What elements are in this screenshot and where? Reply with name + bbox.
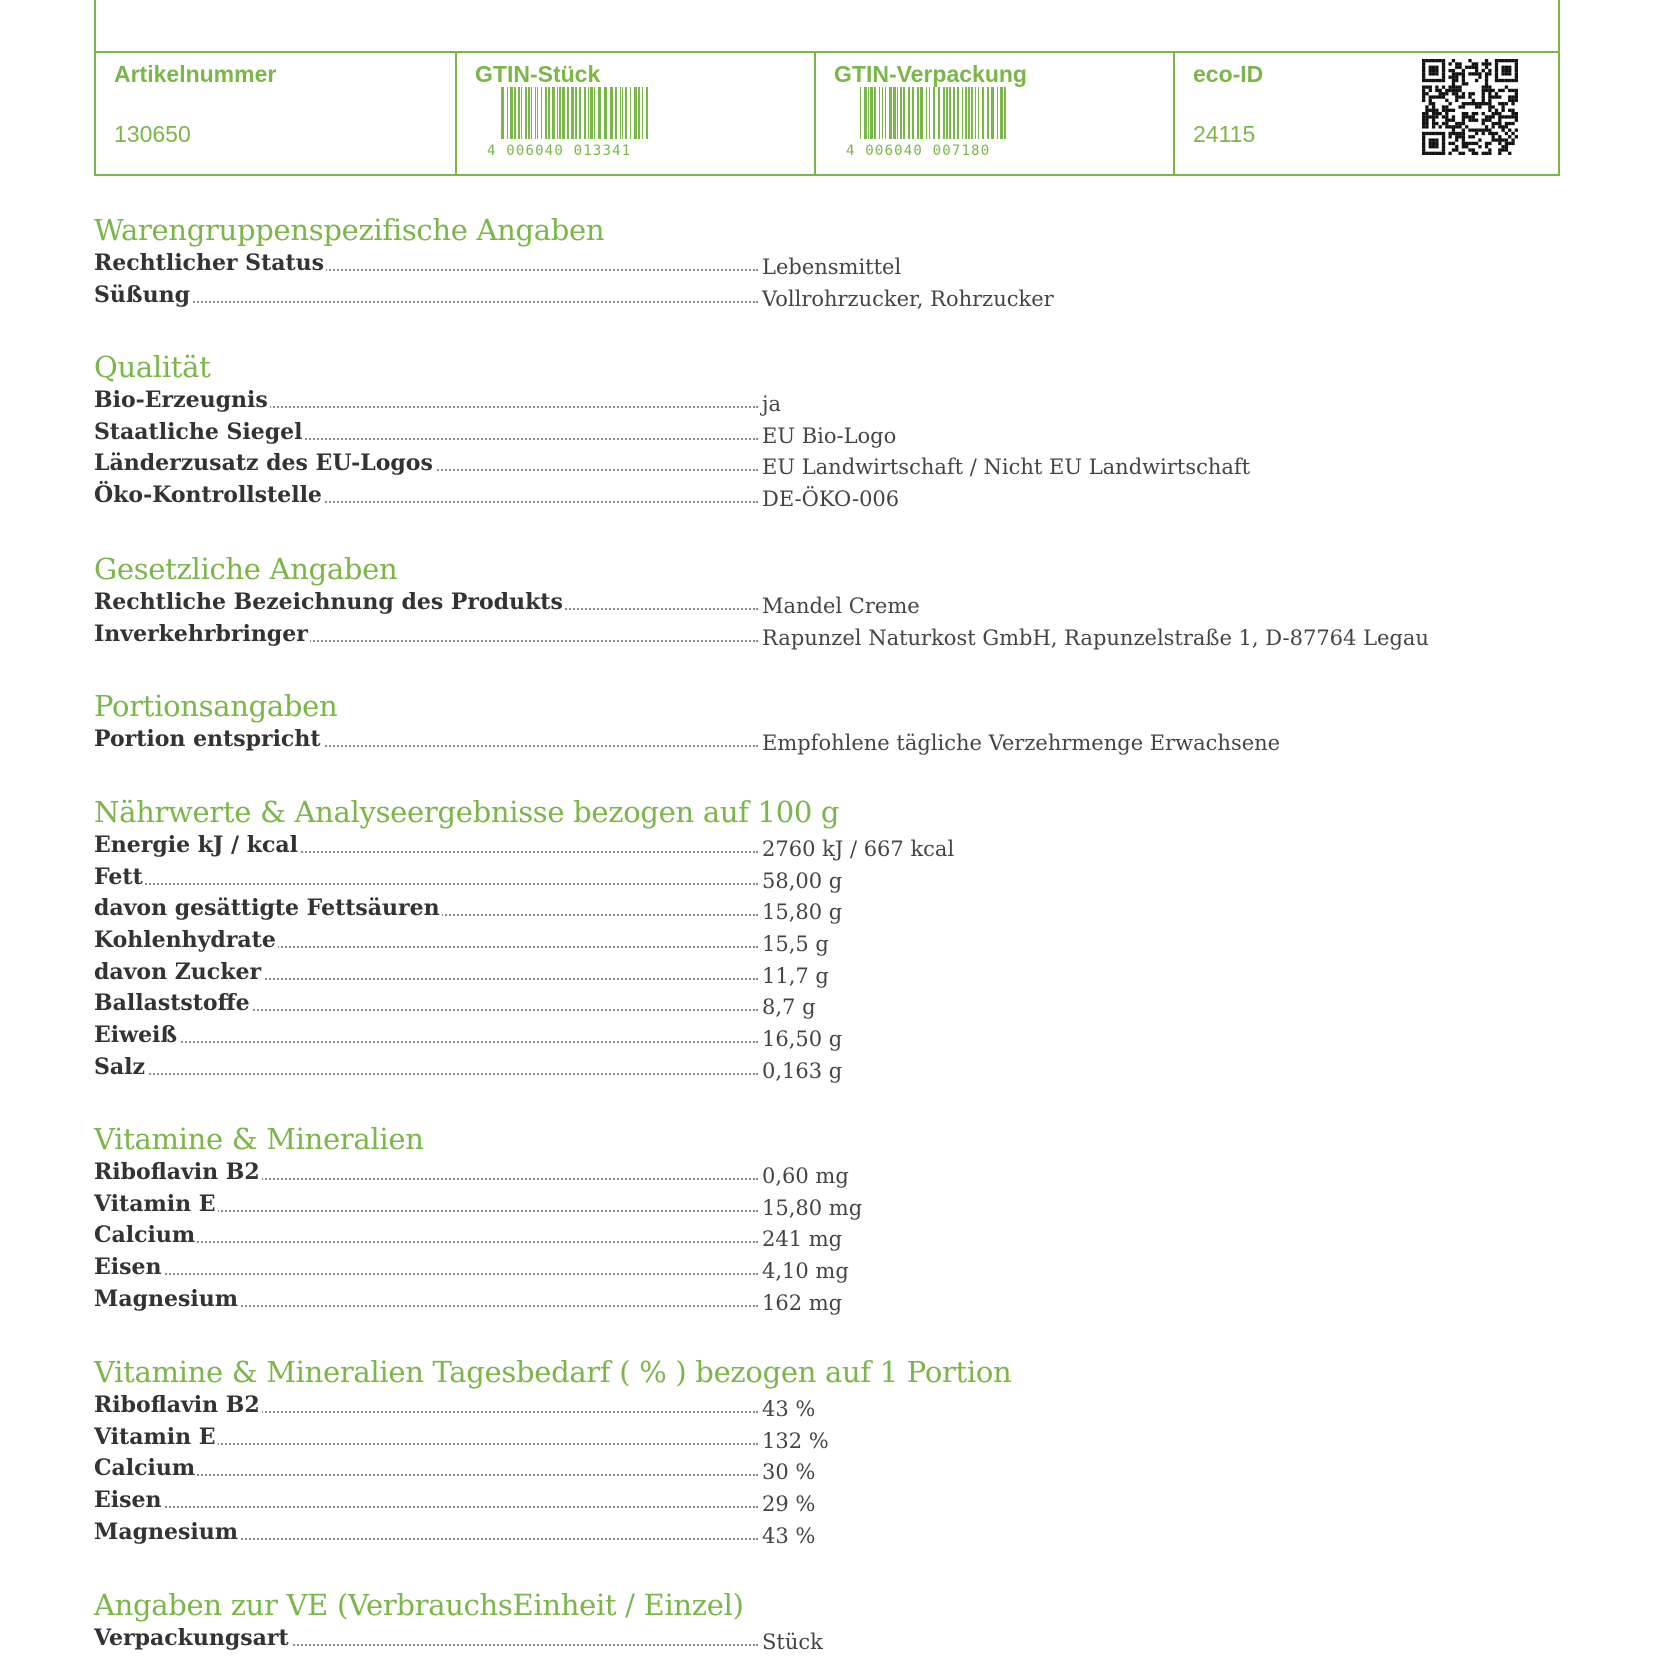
spec-label: Rechtlicher Status	[94, 250, 325, 276]
section-title: Vitamine & Mineralien Tagesbedarf ( % ) bezogen auf 1 Portion	[94, 1355, 1012, 1389]
spec-value: Vollrohrzucker, Rohrzucker	[762, 286, 1054, 311]
spec-label: Staatliche Siegel	[94, 418, 303, 445]
article-number-cell	[96, 53, 455, 174]
spec-label: Öko-Kontrollstelle	[94, 482, 322, 509]
section-title: Vitamine & Mineralien	[94, 1122, 424, 1156]
qr-code-icon	[1422, 59, 1518, 155]
spec-value: 0,163 g	[762, 1058, 843, 1083]
spec-value: Mandel Creme	[762, 594, 920, 618]
spec-row	[94, 1189, 1494, 1221]
spec-label: Fett	[94, 863, 143, 890]
spec-row	[94, 830, 1494, 862]
spec-row	[94, 248, 1494, 280]
spec-value: 15,80 g	[762, 900, 843, 925]
spec-label: Bio-Erzeugnis	[94, 387, 268, 413]
spec-value: 241 mg	[762, 1227, 843, 1252]
spec-row	[94, 988, 1494, 1020]
spec-value: 4,10 mg	[762, 1259, 849, 1284]
spec-value: 132 %	[762, 1428, 829, 1453]
spec-row	[94, 893, 1494, 925]
spec-label: Ballaststoffe	[94, 990, 250, 1017]
spec-row	[94, 724, 1494, 756]
spec-value: EU Landwirtschaft / Nicht EU Landwirtschaft	[762, 455, 1251, 480]
spec-row	[94, 417, 1494, 449]
spec-label: Eisen	[94, 1487, 162, 1514]
spec-label: Riboflavin B2	[94, 1392, 260, 1418]
section-title: Angaben zur VE (VerbrauchsEinheit / Einzel)	[94, 1588, 744, 1622]
spec-label: Eiweiß	[94, 1022, 178, 1049]
spec-row	[94, 619, 1494, 651]
spec-value: 16,50 g	[762, 1027, 843, 1052]
spec-row	[94, 280, 1494, 312]
eco-id-value: 24115	[1193, 121, 1256, 147]
section-quality	[94, 349, 1494, 512]
gtin-piece-barcode	[485, 87, 655, 157]
spec-value: DE-ÖKO-006	[762, 487, 900, 512]
section-title: Nährwerte & Analyseergebnisse bezogen auf 100 g	[94, 795, 840, 829]
section-title: Qualität	[94, 350, 211, 384]
gtin-piece-code: 4 006040 013341	[487, 143, 632, 157]
spec-label: Energie kJ / kcal	[94, 832, 299, 858]
spec-label: davon Zucker	[94, 958, 262, 985]
spec-row	[94, 1020, 1494, 1052]
spec-label: Magnesium	[94, 1285, 238, 1312]
spec-row	[94, 448, 1494, 480]
section-daily-needs	[94, 1354, 1494, 1548]
spec-value: 8,7 g	[762, 995, 816, 1020]
spec-label: Verpackungsart	[94, 1625, 289, 1651]
spec-row	[94, 385, 1494, 417]
spec-row	[94, 1453, 1494, 1485]
spec-label: davon gesättigte Fettsäuren	[94, 895, 440, 922]
spec-value: 43 %	[762, 1397, 816, 1421]
spec-row	[94, 1422, 1494, 1454]
spec-row	[94, 957, 1494, 989]
section-legal	[94, 551, 1494, 650]
spec-value: 162 mg	[762, 1290, 843, 1315]
spec-label: Inverkehrbringer	[94, 620, 308, 647]
gtin-piece-label: GTIN-Stück	[475, 61, 601, 87]
spec-label: Portion entspricht	[94, 726, 321, 752]
spec-label: Eisen	[94, 1254, 162, 1281]
spec-value: 11,7 g	[762, 963, 829, 988]
spec-value: Rapunzel Naturkost GmbH, Rapunzelstraße 1, D-87764 Legau	[762, 625, 1429, 650]
spec-row	[94, 925, 1494, 957]
spec-row	[94, 480, 1494, 512]
spec-value: 30 %	[762, 1460, 816, 1485]
section-title: Gesetzliche Angaben	[94, 552, 398, 586]
article-number-value: 130650	[114, 121, 191, 147]
section-title: Portionsangaben	[94, 689, 338, 723]
spec-value: 15,80 mg	[762, 1195, 863, 1220]
spec-label: Calcium	[94, 1222, 196, 1249]
spec-value: 2760 kJ / 667 kcal	[762, 837, 955, 861]
section-packaging-unit	[94, 1587, 1494, 1655]
section-vitamins	[94, 1121, 1494, 1315]
spec-value: 43 %	[762, 1523, 816, 1548]
gtin-piece-cell	[455, 53, 814, 174]
spec-value: EU Bio-Logo	[762, 423, 897, 448]
gtin-pack-cell	[814, 53, 1173, 174]
spec-value: Stück	[762, 1630, 823, 1654]
spec-row	[94, 1252, 1494, 1284]
spec-label: Rechtliche Bezeichnung des Produkts	[94, 589, 563, 615]
spec-label: Länderzusatz des EU-Logos	[94, 450, 433, 477]
section-product-group	[94, 212, 1494, 311]
spec-value: 58,00 g	[762, 868, 843, 893]
spec-label: Vitamin E	[94, 1423, 216, 1450]
product-header-box	[94, 0, 1560, 176]
spec-value: Lebensmittel	[762, 255, 902, 279]
spec-row	[94, 1220, 1494, 1252]
spec-label: Kohlenhydrate	[94, 927, 276, 954]
spec-label: Riboflavin B2	[94, 1159, 260, 1185]
section-title: Warengruppenspezifische Angaben	[94, 213, 605, 247]
spec-row	[94, 1284, 1494, 1316]
spec-value: 0,60 mg	[762, 1164, 849, 1188]
spec-row	[94, 1157, 1494, 1189]
spec-label: Vitamin E	[94, 1190, 216, 1217]
spec-row	[94, 1517, 1494, 1549]
spec-label: Calcium	[94, 1455, 196, 1482]
section-portion	[94, 688, 1494, 756]
gtin-pack-code: 4 006040 007180	[846, 143, 991, 157]
spec-row	[94, 1485, 1494, 1517]
spec-row	[94, 1623, 1494, 1655]
article-number-label: Artikelnummer	[114, 61, 277, 87]
spec-value: 15,5 g	[762, 932, 829, 957]
spec-value: Empfohlene tägliche Verzehrmenge Erwachsene	[762, 731, 1281, 755]
eco-id-label: eco-ID	[1193, 61, 1264, 87]
spec-label: Magnesium	[94, 1518, 238, 1545]
gtin-pack-label: GTIN-Verpackung	[834, 61, 1027, 87]
spec-label: Süßung	[94, 281, 190, 308]
section-nutrition	[94, 794, 1494, 1084]
spec-row	[94, 1052, 1494, 1084]
gtin-pack-barcode	[844, 87, 1014, 157]
spec-label: Salz	[94, 1053, 145, 1080]
spec-row	[94, 862, 1494, 894]
spec-row	[94, 587, 1494, 619]
eco-id-cell	[1173, 53, 1558, 174]
spec-row	[94, 1390, 1494, 1422]
spec-value: ja	[762, 392, 782, 416]
spec-value: 29 %	[762, 1492, 816, 1517]
